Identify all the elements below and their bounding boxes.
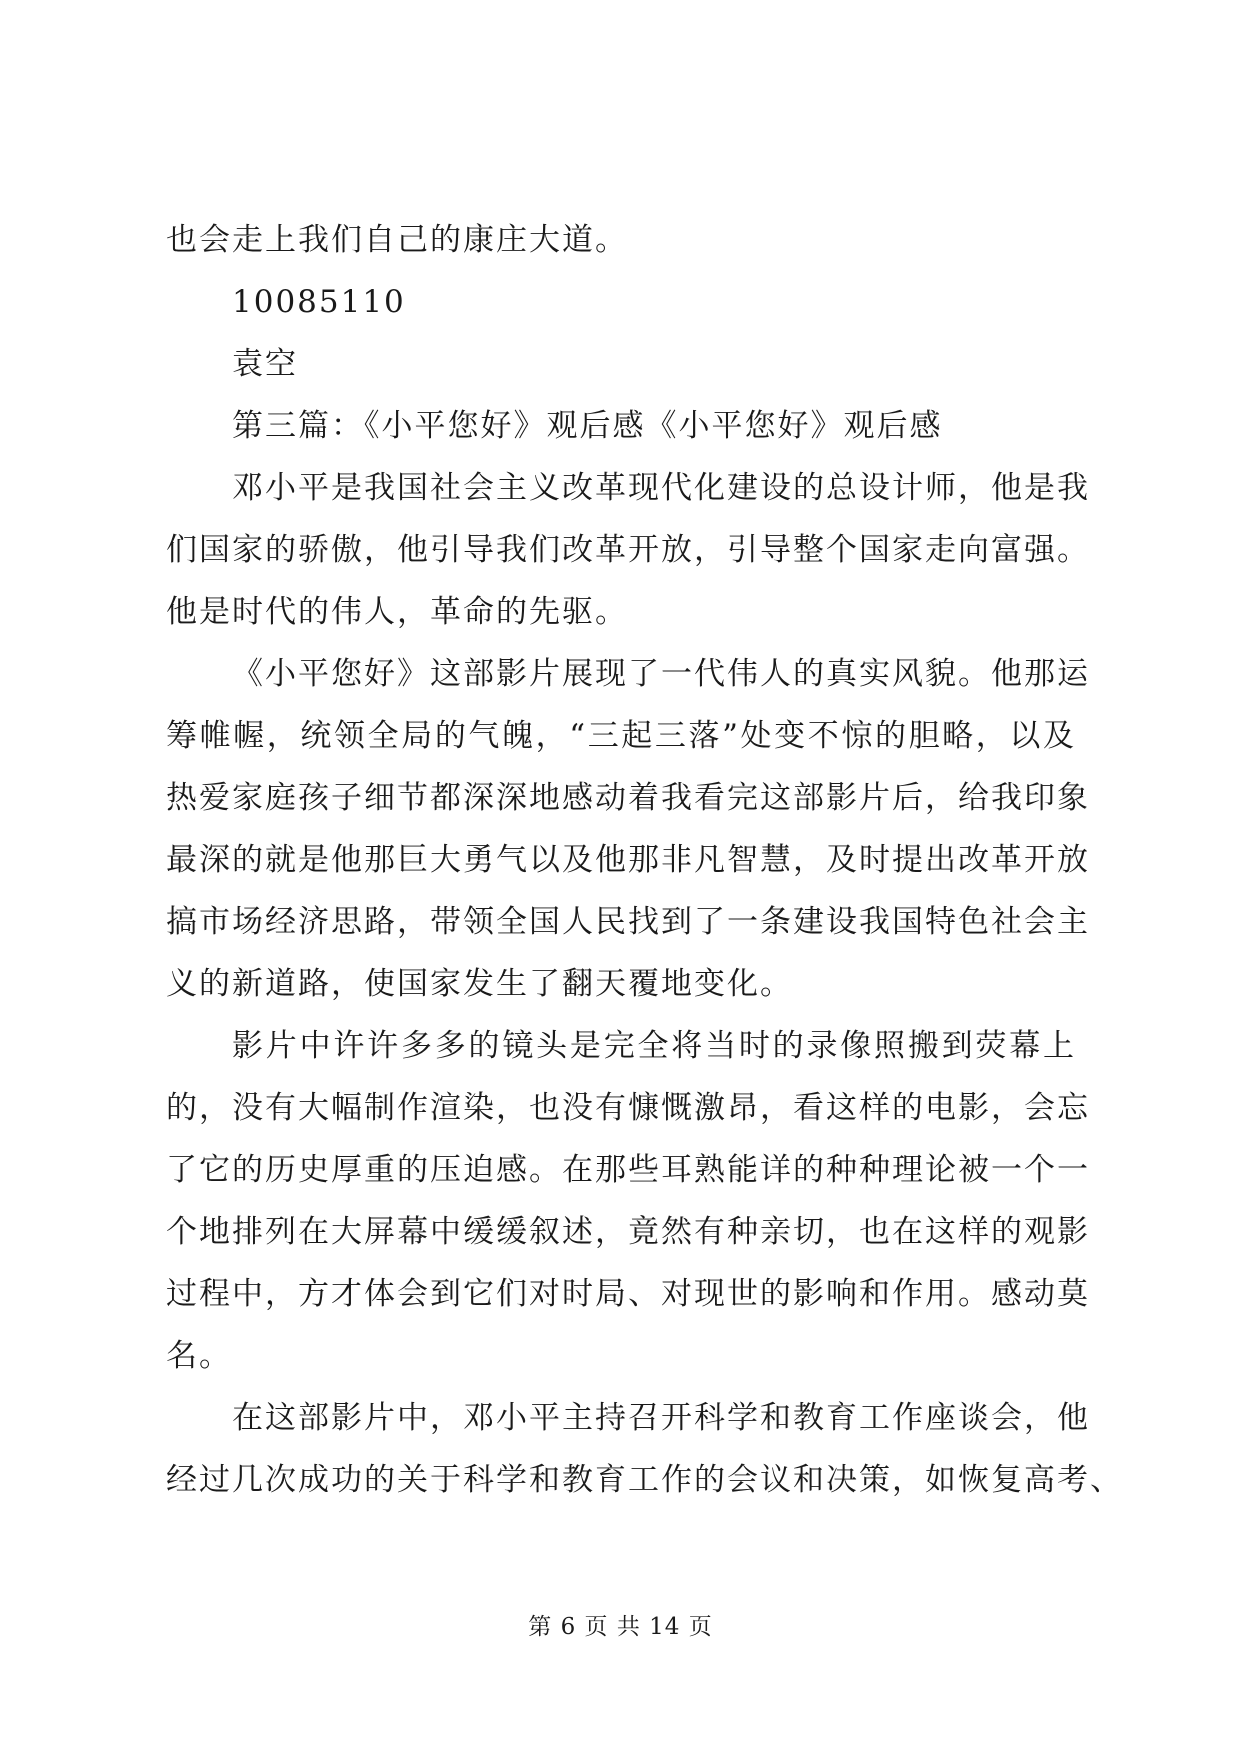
text-line: 的，没有大幅制作渲染，也没有慷慨激昂，看这样的电影，会忘 <box>166 1090 1090 1126</box>
text-line: 了它的历史厚重的压迫感。在那些耳熟能详的种种理论被一个一 <box>166 1152 1090 1188</box>
text-line: 过程中，方才体会到它们对时局、对现世的影响和作用。感动莫 <box>166 1276 1090 1312</box>
text-line: 名。 <box>166 1338 232 1374</box>
page-footer: 第 6 页 共 14 页 <box>528 1614 713 1640</box>
text-line: 们国家的骄傲，他引导我们改革开放，引导整个国家走向富强。 <box>166 532 1090 568</box>
text-line: 经过几次成功的关于科学和教育工作的会议和决策，如恢复高考、 <box>166 1462 1123 1498</box>
text-line: 热爱家庭孩子细节都深深地感动着我看完这部影片后，给我印象 <box>166 780 1090 816</box>
text-line: 搞市场经济思路，带领全国人民找到了一条建设我国特色社会主 <box>166 904 1090 940</box>
text-line: 袁空 <box>232 346 298 382</box>
text-line: 10085110 <box>232 284 406 320</box>
text-line: 也会走上我们自己的康庄大道。 <box>166 222 628 258</box>
text-line: 第三篇：《小平您好》观后感《小平您好》观后感 <box>232 408 943 444</box>
text-line: 筹帷幄，统领全局的气魄，“三起三落”处变不惊的胆略，以及 <box>166 718 1076 754</box>
text-line: 在这部影片中，邓小平主持召开科学和教育工作座谈会，他 <box>232 1400 1090 1436</box>
text-line: 他是时代的伟人，革命的先驱。 <box>166 594 628 630</box>
document-body <box>166 209 1123 1511</box>
text-line: 影片中许许多多的镜头是完全将当时的录像照搬到荧幕上 <box>232 1028 1076 1064</box>
text-line: 最深的就是他那巨大勇气以及他那非凡智慧，及时提出改革开放 <box>166 842 1090 878</box>
text-line: 个地排列在大屏幕中缓缓叙述，竟然有种亲切，也在这样的观影 <box>166 1214 1090 1250</box>
text-line: 义的新道路，使国家发生了翻天覆地变化。 <box>166 966 793 1002</box>
text-line: 《小平您好》这部影片展现了一代伟人的真实风貌。他那运 <box>232 656 1090 692</box>
text-line: 邓小平是我国社会主义改革现代化建设的总设计师，他是我 <box>232 470 1090 506</box>
